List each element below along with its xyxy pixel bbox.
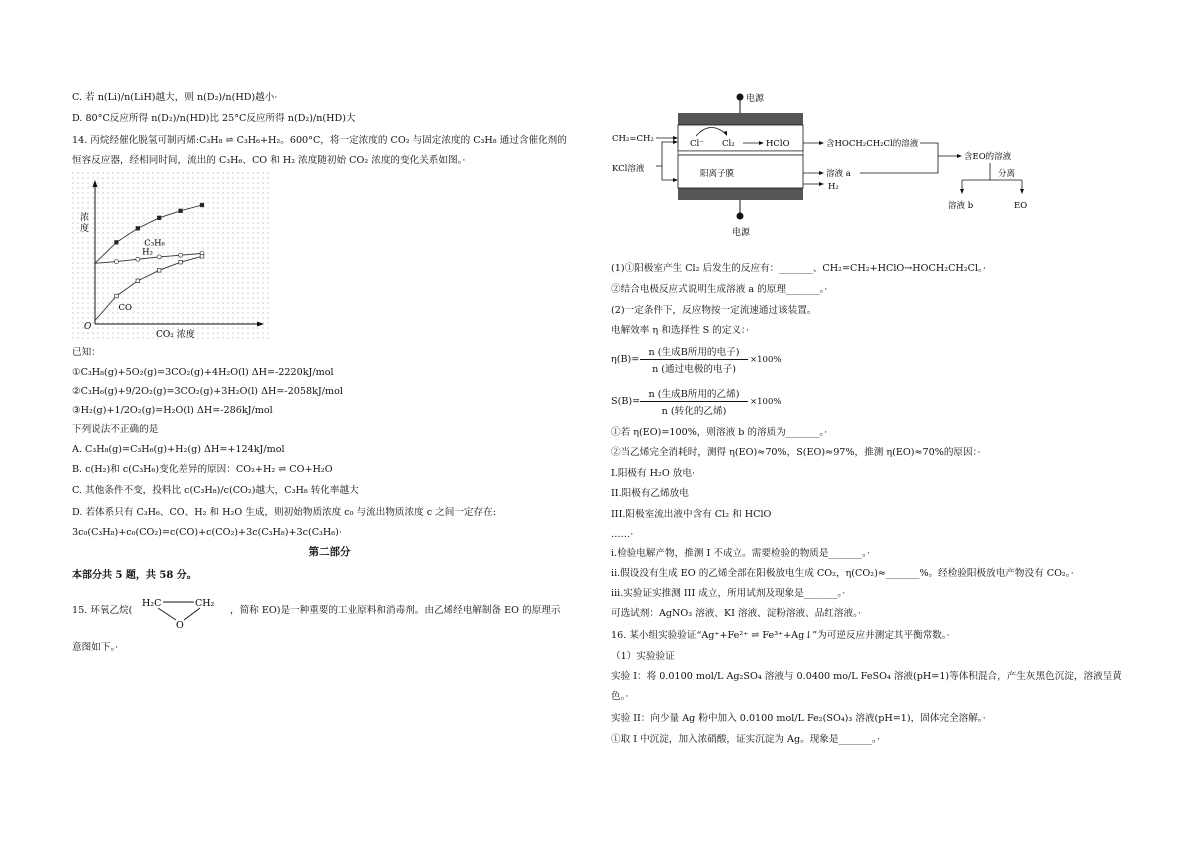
experiment-2: 实验 II：向少量 Ag 粉中加入 0.0100 mol/L Fe₂(SO₄)₃ 溶液(pH=1)，固体完全溶解。· [611, 713, 986, 724]
eo-ch2: CH₂ [195, 598, 215, 609]
s-percent: ×100% [750, 397, 782, 407]
hclo-label: HClO [766, 139, 790, 149]
cathode-chamber [678, 155, 803, 188]
power-label-top: 电源 [746, 94, 765, 104]
merge-arrow-icon [957, 154, 962, 158]
series-label-2: CO [118, 303, 133, 313]
kcl-input-label: KCl溶液 [612, 164, 645, 174]
experiment-1-cont: 色。· [611, 691, 629, 702]
q15-step-iii: iii.实验证实推测 III 成立，所用试剂及现象是_______。· [611, 588, 846, 599]
part-two-heading: 第二部分 [308, 546, 351, 558]
series-1-point [114, 260, 118, 264]
concentration-chart [72, 172, 272, 342]
kcl-arrow-anode [656, 142, 676, 166]
y-axis-label: 浓度 [80, 213, 90, 234]
option-d-line2: 3c₀(C₃H₈)+c₀(CO₂)=c(CO)+c(CO₂)+3c(C₃H₈)+3c(C₃H₆)· [72, 527, 342, 538]
power-terminal-top-icon [737, 94, 744, 101]
ellipsis: ……· [611, 529, 634, 540]
chloride-label: Cl⁻ [690, 139, 704, 149]
hypothesis-1: I.阳极有 H₂O 放电· [611, 468, 696, 479]
epoxyethane-structure [138, 592, 224, 632]
series-1-point [136, 257, 140, 261]
solution-b-label: 溶液 b [948, 201, 974, 211]
part-two-subheading: 本部分共 5 题，共 58 分。 [72, 570, 197, 581]
question-15-prefix: 15. 环氧乙烷( [72, 605, 133, 616]
available-reagents: 可选试剂：AgNO₃ 溶液、KI 溶液、淀粉溶液、品红溶液。· [611, 608, 861, 619]
merge-line-top [920, 143, 960, 156]
option-c: C. 其他条件不变，投料比 c(C₃H₈)/c(CO₂)越大，C₃H₈ 转化率越大 [72, 485, 359, 496]
eo-h2c: H₂C [142, 598, 162, 609]
hypothesis-3: III.阳极室流出液中含有 Cl₂ 和 HClO [611, 509, 772, 520]
solution-a-arrow-icon [819, 171, 824, 175]
ethylene-input-label: CH₂=CH₂ [612, 134, 654, 144]
eo-co-bond-left [158, 608, 176, 620]
cathode-plate [678, 188, 803, 200]
membrane-label: 阳离子膜 [700, 169, 735, 179]
electrolysis-diagram [610, 88, 1040, 240]
series-0-point [179, 209, 183, 213]
option-d-line: D. 80°C反应所得 n(D₂)/n(HD)比 25°C反应所得 n(D₂)/n(HD)大 [72, 113, 356, 124]
equation-1: ①C₃H₈(g)+5O₂(g)=3CO₂(g)+4H₂O(l) ΔH=-2220kJ/mol [72, 367, 334, 378]
separation-label: 分离 [998, 169, 1016, 179]
q15-part1-2: ②结合电极反应式说明生成溶液 a 的原理_______。· [611, 284, 828, 295]
origin-label: O [84, 322, 92, 332]
question-14-line2: 恒容反应器，经相同时间，流出的 C₃H₆、CO 和 H₂ 浓度随初始 CO₂ 浓度的变化关系如图。· [72, 155, 466, 166]
series-2-point [179, 260, 183, 264]
eo-solution-label: 含EO的溶液 [964, 152, 1012, 162]
kcl-arrow-anode-icon [673, 140, 678, 144]
eta-percent: ×100% [750, 355, 782, 365]
s-fraction [640, 386, 748, 418]
hypothesis-2: II.阳极有乙烯放电 [611, 488, 689, 499]
question-stem: 下列说法不正确的是 [72, 424, 159, 435]
series-2-point [115, 294, 119, 298]
eta-numerator: n (生成B所用的电子) [648, 347, 740, 358]
eo-product-label: EO [1014, 201, 1028, 211]
hydrogen-label: H₂ [828, 182, 839, 192]
known-label: 已知： [72, 347, 101, 358]
eta-fraction-bar [640, 359, 748, 360]
definition-intro: 电解效率 η 和选择性 S 的定义：· [611, 325, 749, 336]
eta-denominator: n (通过电极的电子) [652, 364, 736, 375]
hydrogen-arrow-icon [819, 182, 824, 186]
solution-a-label: 溶液 a [826, 169, 851, 179]
option-b: B. c(H₂)和 c(C₃H₆)变化差异的原因：CO₂+H₂ ⇌ CO+H₂O [72, 464, 333, 475]
power-label-bottom: 电源 [732, 228, 751, 238]
cation-membrane [678, 151, 803, 155]
anode-plate [678, 113, 803, 125]
question-15-line1: ，简称 EO)是一种重要的工业原料和消毒剂。由乙烯经电解制备 EO 的原理示 [230, 605, 561, 616]
eta-lhs: η(B)= [611, 354, 640, 365]
anode-output-arrow-icon [819, 141, 824, 145]
series-2-point [136, 279, 140, 283]
power-terminal-bottom-icon [737, 213, 744, 220]
eo-o: O [176, 620, 184, 631]
series-2-point [200, 255, 204, 259]
s-lhs: S(B)= [611, 396, 641, 407]
q15-sub1: ①若 η(EO)=100%，则溶液 b 的溶质为_______。· [611, 427, 828, 438]
s-numerator: n (生成B所用的乙烯) [648, 389, 740, 400]
option-d-line1: D. 若体系只有 C₃H₆、CO、H₂ 和 H₂O 生成，则初始物质浓度 c₀ 与流出物质浓度 c 之间一定存在: [72, 507, 496, 518]
eo-arrow-icon [1020, 189, 1024, 194]
series-1-point [157, 255, 161, 259]
series-label-0: C₃H₆ [144, 238, 165, 249]
series-0-point [115, 241, 119, 245]
merge-line-bottom [860, 156, 938, 173]
series-label-1: H₂ [142, 247, 153, 258]
question-16: 16. 某小组实验验证“Ag⁺+Fe²⁺ ⇌ Fe³⁺+Ag↓”为可逆反应并测定其平衡常数。· [611, 630, 950, 641]
q16-sub1: ①取 I 中沉淀，加入浓硝酸，证实沉淀为 Ag。现象是_______。· [611, 734, 880, 745]
kcl-arrow-cathode [662, 166, 676, 180]
series-2-point [157, 269, 161, 273]
ethylene-arrow-icon [673, 136, 678, 140]
s-denominator: n (转化的乙烯) [661, 406, 727, 417]
eta-fraction [640, 344, 748, 376]
kcl-arrow-cathode-icon [673, 178, 678, 182]
option-a: A. C₃H₈(g)=C₃H₆(g)+H₂(g) ΔH=+124kJ/mol [72, 444, 285, 455]
option-c-line: C. 若 n(Li)/n(LiH)越大，则 n(D₂)/n(HD)越小· [72, 92, 278, 103]
x-axis-label: CO₂ 浓度 [156, 330, 195, 340]
series-0-point [157, 216, 161, 220]
series-1-point [179, 253, 183, 257]
q15-sub2: ②当乙烯完全消耗时，测得 η(EO)≈70%，S(EO)≈97%，推测 η(EO)≈70%的原因：· [611, 447, 981, 458]
solution-b-arrow-icon [960, 189, 964, 194]
anode-output-label: 含HOCH₂CH₂Cl的溶液 [826, 139, 919, 149]
q15-part1-1: (1)①阳极室产生 Cl₂ 后发生的反应有：_______、CH₂=CH₂+HClO→HOCH₂CH₂Cl。· [611, 263, 986, 274]
q16-part1-heading: （1）实验验证 [611, 651, 675, 662]
q15-step-ii: ii.假设没有生成 EO 的乙烯全部在阳极放电生成 CO₂，η(CO₂)≈_______%。经检验阳极放电产物没有 CO₂。· [611, 568, 1074, 579]
chlorine-label: Cl₂ [722, 139, 735, 149]
equation-2: ②C₃H₆(g)+9/2O₂(g)=3CO₂(g)+3H₂O(l) ΔH=-2058kJ/mol [72, 386, 343, 397]
q15-part2: (2)一定条件下，反应物按一定流速通过该装置。 [611, 305, 817, 316]
q15-step-i: i.检验电解产物，推测 I 不成立。需要检验的物质是_______。· [611, 548, 870, 559]
series-0-point [200, 203, 204, 207]
series-0-point [136, 227, 140, 231]
question-15-line2: 意图如下。· [72, 642, 119, 653]
experiment-1: 实验 I：将 0.0100 mol/L Ag₂SO₄ 溶液与 0.0400 mo/L FeSO₄ 溶液(pH=1)等体积混合，产生灰黑色沉淀，溶液呈黄 [611, 671, 1122, 682]
eo-co-bond-right [184, 608, 200, 620]
s-fraction-bar [640, 401, 748, 402]
equation-3: ③H₂(g)+1/2O₂(g)=H₂O(l) ΔH=-286kJ/mol [72, 405, 273, 416]
question-14-line1: 14. 丙烷经催化脱氢可制丙烯:C₃H₈ ⇌ C₃H₆+H₂。600°C，将一定浓度的 CO₂ 与固定浓度的 C₃H₈ 通过含催化剂的 [72, 135, 567, 146]
